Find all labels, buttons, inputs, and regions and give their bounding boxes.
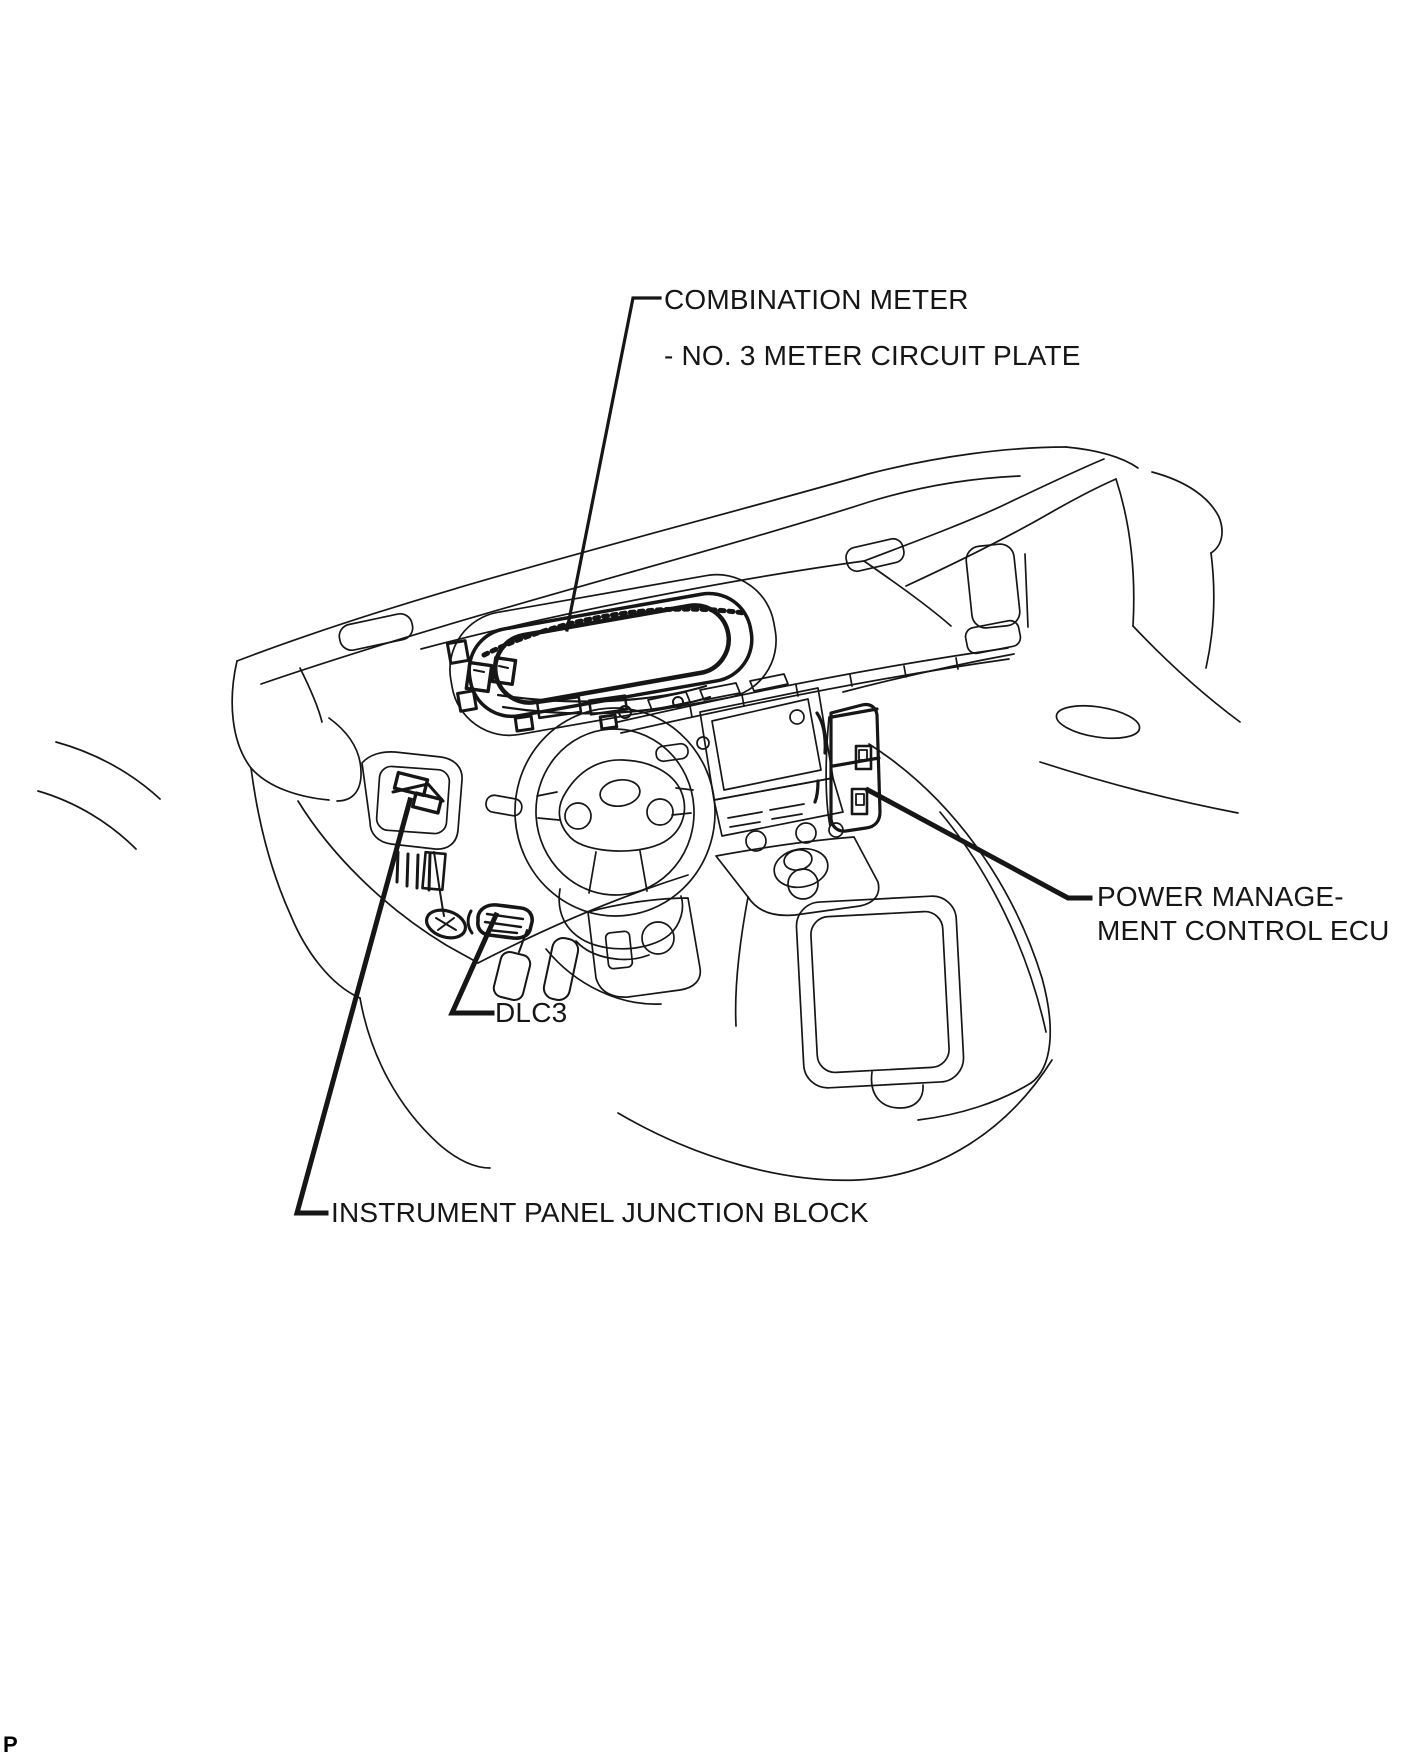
door-armrest-line xyxy=(1040,762,1238,813)
seat-front-left-curve xyxy=(360,998,490,1168)
door-body-line xyxy=(1133,626,1240,722)
leader-dlc3 xyxy=(452,915,496,1013)
windshield-base-line xyxy=(237,447,1066,661)
center-console xyxy=(588,688,965,1108)
cluster-tab-3 xyxy=(515,716,533,731)
hvac-dial-right xyxy=(796,823,816,843)
left-door-line-2 xyxy=(38,791,136,849)
seat-cushion-curve xyxy=(618,1060,1052,1180)
harness-grommet-cross xyxy=(436,918,456,930)
defroster-seam-line xyxy=(261,476,1020,684)
trim-strip-bottom xyxy=(621,659,1009,733)
wheel-outer-rim xyxy=(508,701,722,922)
wheel-switch-left xyxy=(565,803,591,829)
page-marker: P xyxy=(3,1732,18,1757)
nav-bezel xyxy=(700,688,833,800)
side-panel-curve-1 xyxy=(329,718,361,801)
dash-center-speaker xyxy=(844,537,906,573)
dashboard-outline xyxy=(38,447,1240,1180)
wiper-stalk xyxy=(655,743,689,762)
wheel-inner-rim xyxy=(530,724,699,901)
label-power-line1: POWER MANAGE- xyxy=(1097,881,1344,912)
shift-gate xyxy=(771,845,831,892)
cluster-dash-opening xyxy=(441,565,786,744)
label-no3-meter-circuit-plate: - NO. 3 METER CIRCUIT PLATE xyxy=(664,340,1081,371)
cluster-hatch-band xyxy=(484,609,744,655)
column-shroud-lower xyxy=(576,941,649,959)
cluster-tab-1 xyxy=(447,641,468,664)
left-door-line-1 xyxy=(56,742,160,799)
side-panel-curve-2 xyxy=(300,668,322,722)
door-handle-pocket xyxy=(965,543,1021,630)
dlc3-clip xyxy=(468,911,472,933)
steering-emblem xyxy=(598,777,641,808)
leader-power-management-ecu xyxy=(868,790,1090,898)
roof-right-line xyxy=(1066,447,1138,468)
leader-lines xyxy=(297,298,1090,1213)
console-left-edge xyxy=(736,897,748,1026)
leader-combination-meter xyxy=(567,298,660,630)
nav-screen xyxy=(712,699,821,790)
door-vertical-seam xyxy=(1025,554,1028,627)
stack-buttons xyxy=(728,804,804,827)
label-combination-meter: COMBINATION METER xyxy=(664,284,969,315)
outlet-socket xyxy=(642,922,674,954)
cluster-tab-2 xyxy=(458,691,477,712)
pedals xyxy=(492,930,580,1002)
cluster-tab-4 xyxy=(600,715,617,729)
door-corner-down xyxy=(1206,553,1214,668)
brake-pedal-arm xyxy=(519,930,527,952)
bezel-knob-left xyxy=(697,737,709,749)
armrest-box xyxy=(795,895,965,1089)
steering-wheel xyxy=(485,701,722,1004)
label-power-line2: MENT CONTROL ECU xyxy=(1097,915,1390,946)
label-dlc3: DLC3 xyxy=(495,997,568,1028)
label-instrument-panel-junction-block: INSTRUMENT PANEL JUNCTION BLOCK xyxy=(331,1197,869,1228)
bezel-knob-right xyxy=(790,710,804,724)
armrest-lid xyxy=(810,911,950,1074)
combination-meter-cluster xyxy=(441,565,786,744)
ecu-bracket-lower xyxy=(815,781,818,802)
dlc3-connector xyxy=(468,905,532,938)
wheel-switch-right xyxy=(647,799,673,825)
door-corner-curve xyxy=(1152,472,1222,553)
armrest-hook xyxy=(872,1072,924,1108)
trim-strip-top xyxy=(618,648,1008,722)
floor-left-line xyxy=(291,916,360,998)
accelerator-pedal xyxy=(542,936,580,1002)
brake-pedal xyxy=(492,950,532,1002)
leader-junction-block xyxy=(297,800,410,1213)
dash-left-side xyxy=(232,661,329,800)
ecu-connector-lower-pin xyxy=(856,794,864,805)
outlet-slot xyxy=(605,931,633,969)
door-armrest-grip xyxy=(1054,701,1142,744)
turn-signal-stalk xyxy=(485,794,523,817)
console-bottom-line xyxy=(918,1083,1031,1120)
shift-knob xyxy=(782,848,813,873)
door-front-edge xyxy=(1116,479,1134,626)
ecu-connector-upper-pin xyxy=(859,750,867,760)
label-power-management-control-ecu xyxy=(1097,880,1390,948)
